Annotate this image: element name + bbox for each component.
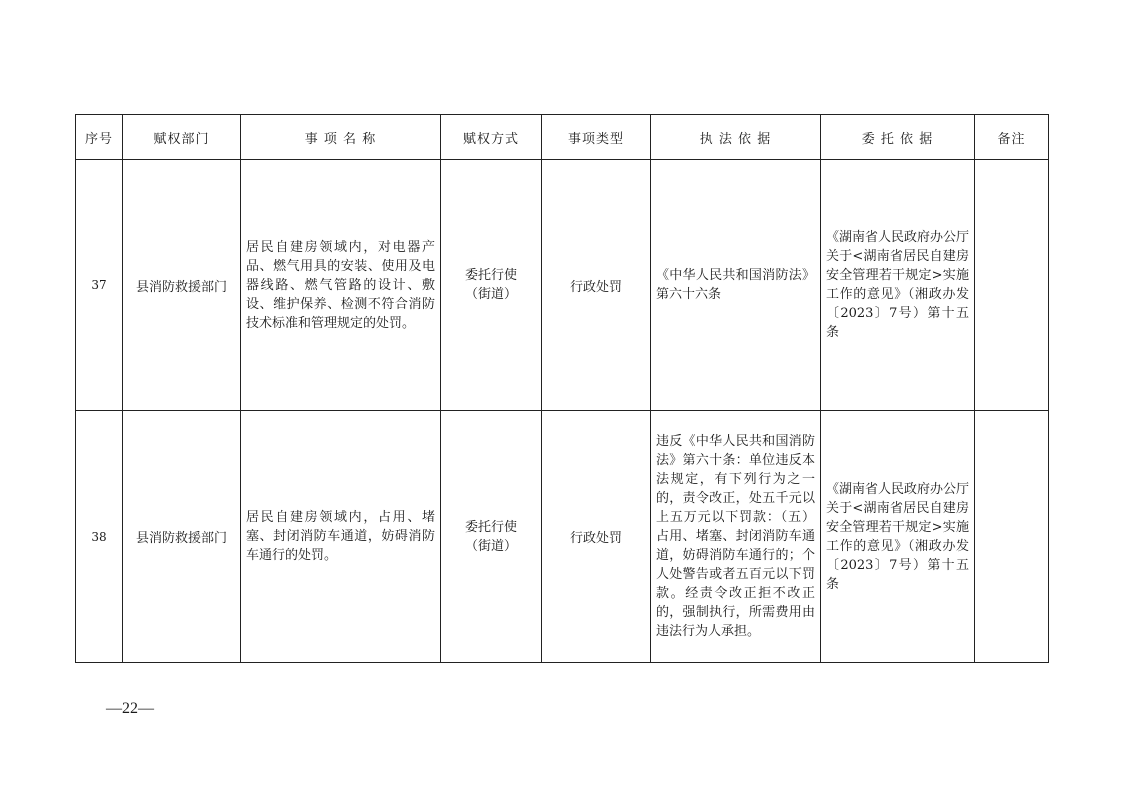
- cell-seq: 38: [76, 411, 123, 663]
- header-remark: 备注: [975, 115, 1049, 160]
- authorization-table: [75, 114, 1049, 663]
- page-number: —22—: [106, 700, 154, 717]
- header-basis: 执 法 依 据: [651, 115, 821, 160]
- cell-dept: 县消防救援部门: [123, 160, 241, 411]
- cell-dept: 县消防救援部门: [123, 411, 241, 663]
- table-row: [76, 411, 1049, 663]
- cell-delegation: 《湖南省人民政府办公厅关于<湖南省居民自建房安全管理若干规定>实施工作的意见》（湘政办发〔2023〕7号）第十五条: [821, 160, 975, 411]
- cell-method: [441, 411, 542, 663]
- cell-remark: [975, 411, 1049, 663]
- cell-delegation: 《湖南省人民政府办公厅关于<湖南省居民自建房安全管理若干规定>实施工作的意见》（湘政办发〔2023〕7号）第十五条: [821, 411, 975, 663]
- method-text: 委托行使（街道）: [464, 268, 517, 302]
- cell-method: [441, 160, 542, 411]
- header-method: 赋权方式: [441, 115, 542, 160]
- cell-remark: [975, 160, 1049, 411]
- table-row: [76, 160, 1049, 411]
- table-header-row: [76, 115, 1049, 160]
- cell-basis: 违反《中华人民共和国消防法》第六十条：单位违反本法规定，有下列行为之一的，责令改正，处五千元以上五万元以下罚款：（五）占用、堵塞、封闭消防车通道，妨碍消防车通行的；个人处警告或者五百元以下罚款。经责令改正拒不改正的，强制执行，所需费用由违法行为人承担。: [651, 411, 821, 663]
- header-item-name: 事 项 名 称: [241, 115, 441, 160]
- cell-type: 行政处罚: [542, 160, 651, 411]
- cell-item-name: 居民自建房领域内，对电器产品、燃气用具的安装、使用及电器线路、燃气管路的设计、敷设、维护保养、检测不符合消防技术标准和管理规定的处罚。: [241, 160, 441, 411]
- header-type: 事项类型: [542, 115, 651, 160]
- cell-item-name: 居民自建房领域内，占用、堵塞、封闭消防车通道，妨碍消防车通行的处罚。: [241, 411, 441, 663]
- header-dept: 赋权部门: [123, 115, 241, 160]
- cell-seq: 37: [76, 160, 123, 411]
- method-text: 委托行使（街道）: [464, 519, 517, 554]
- header-seq: 序号: [76, 115, 123, 160]
- cell-basis: 《中华人民共和国消防法》第六十六条: [651, 160, 821, 411]
- cell-type: 行政处罚: [542, 411, 651, 663]
- header-delegation: 委 托 依 据: [821, 115, 975, 160]
